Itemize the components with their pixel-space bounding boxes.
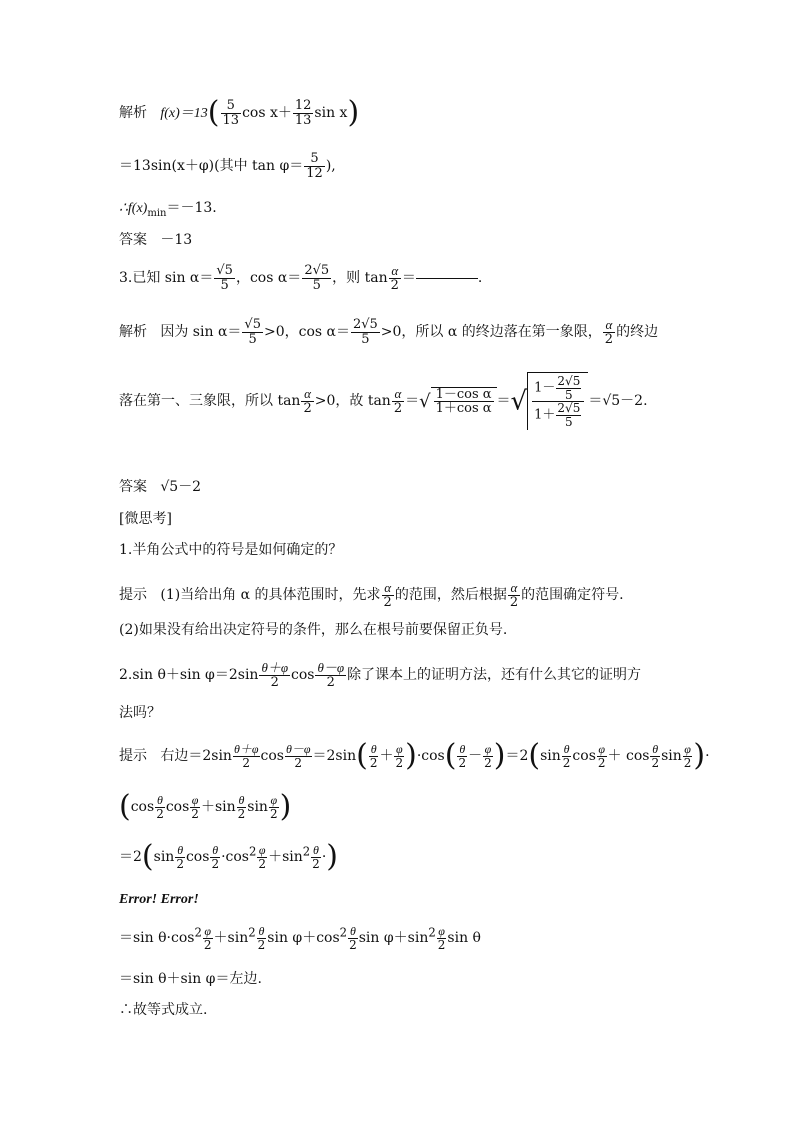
error-line: Error! Error! <box>119 892 199 907</box>
label-analysis: 解析 <box>119 105 147 121</box>
q3-analysis-line-1: 解析 因为 sin α＝ $\frac{√5}{5}$ >0，cos α＝ $\frac{2√5}{5}$ >0，所以 α 的终边落在第一象限， $\frac{\alpha}{2}$ 的终边 <box>119 317 659 347</box>
analysis-line-1: 解析 f(x)＝13( $\frac{5}{13}$ cos x＋ $\frac{12}{13}$ sin x) <box>119 95 360 130</box>
q3-analysis-line-2: 落在第一、三象限，所以 tan $\frac{\alpha}{2}$ >0，故 tan $\frac{\alpha}{2}$ ＝√ $\frac{\text{1－cos α}}{\text{1＋cos α}}$ ＝√ 1－ $\frac{2√5}{5}$ 1＋ $\frac{2√5}{5}$ ＝√5－2. <box>119 374 648 429</box>
analysis-line-3: $\therefore f(x)_{min}=-13$. <box>119 200 217 219</box>
hint-1-line-1: 提示 (1)当给出角 α 的具体范围时，先求 $\frac{\alpha}{2}$ 的范围，然后根据 $\frac{\alpha}{2}$ 的范围确定符号. <box>119 580 624 610</box>
think-heading: [微思考] <box>119 511 172 527</box>
proof-line-1: 提示 右边＝2sin $\frac{\theta+\varphi}{2}$ cos $\frac{\theta-\varphi}{2}$ ＝2sin( $\frac{\theta}{2}$ ＋ $\frac{\varphi}{2}$ )·cos( $\frac{\theta}{2}$ － $\frac{\varphi}{2}$ )＝2(sin $\frac{\theta}{2}$ cos $\frac{\varphi}{2}$ ＋ cos $\frac{\theta}{2}$ sin $\frac{\varphi}{2}$ )· <box>119 738 710 773</box>
proof-conclusion: ∴故等式成立. <box>119 1002 208 1018</box>
think-question-2-cont: 法吗？ <box>119 705 161 721</box>
proof-line-2: (cos $\frac{\theta}{2}$ cos $\frac{\varphi}{2}$ ＋sin $\frac{\theta}{2}$ sin $\frac{\varphi}{2}$ ) <box>119 789 292 824</box>
hint-1-line-2: (2)如果没有给出决定符号的条件，那么在根号前要保留正负号. <box>119 622 508 638</box>
answer-line-3: 答案 √5－2 <box>119 479 202 495</box>
answer-blank <box>416 277 478 279</box>
analysis-line-2: ＝13sin(x＋φ)(其中 tan φ＝ $\frac{5}{12}$ ), <box>119 151 336 181</box>
label-answer: 答案 <box>119 232 147 248</box>
think-question-2: 2.sin θ＋sin φ＝2sin $\frac{\theta+\varphi}{2}$ cos $\frac{\theta-\varphi}{2}$ 除了课本上的证明方法，还有什么其它的证明方 <box>119 660 642 690</box>
proof-line-5: ＝sin $\theta\cdot\cos^2$ $\frac{\varphi}{2}$ $+\sin^2$ $\frac{\theta}{2}$ $\sin \varphi+\cos^2$ $\frac{\theta}{2}$ $\sin \varphi+\sin^2$ $\frac{\varphi}{2}$ sin θ <box>119 924 481 952</box>
question-3-stem: 3.已知 sin α＝ $\frac{√5}{5}$ ，cos α＝ $\frac{2√5}{5}$ ，则 tan $\frac{\alpha}{2}$ ＝ . <box>119 263 483 293</box>
think-question-1: 1.半角公式中的符号是如何确定的？ <box>119 542 343 558</box>
proof-line-6: ＝sin θ＋sin φ＝左边. <box>119 971 262 987</box>
proof-line-3: ＝2(sin $\frac{\theta}{2}$ cos $\frac{\theta}{2}$ $\cdot\cos^2$ $\frac{\varphi}{2}$ $+\sin^2$ $\frac{\theta}{2}$ ·) <box>119 839 338 874</box>
answer-line-1: 答案 －13 <box>119 232 193 248</box>
